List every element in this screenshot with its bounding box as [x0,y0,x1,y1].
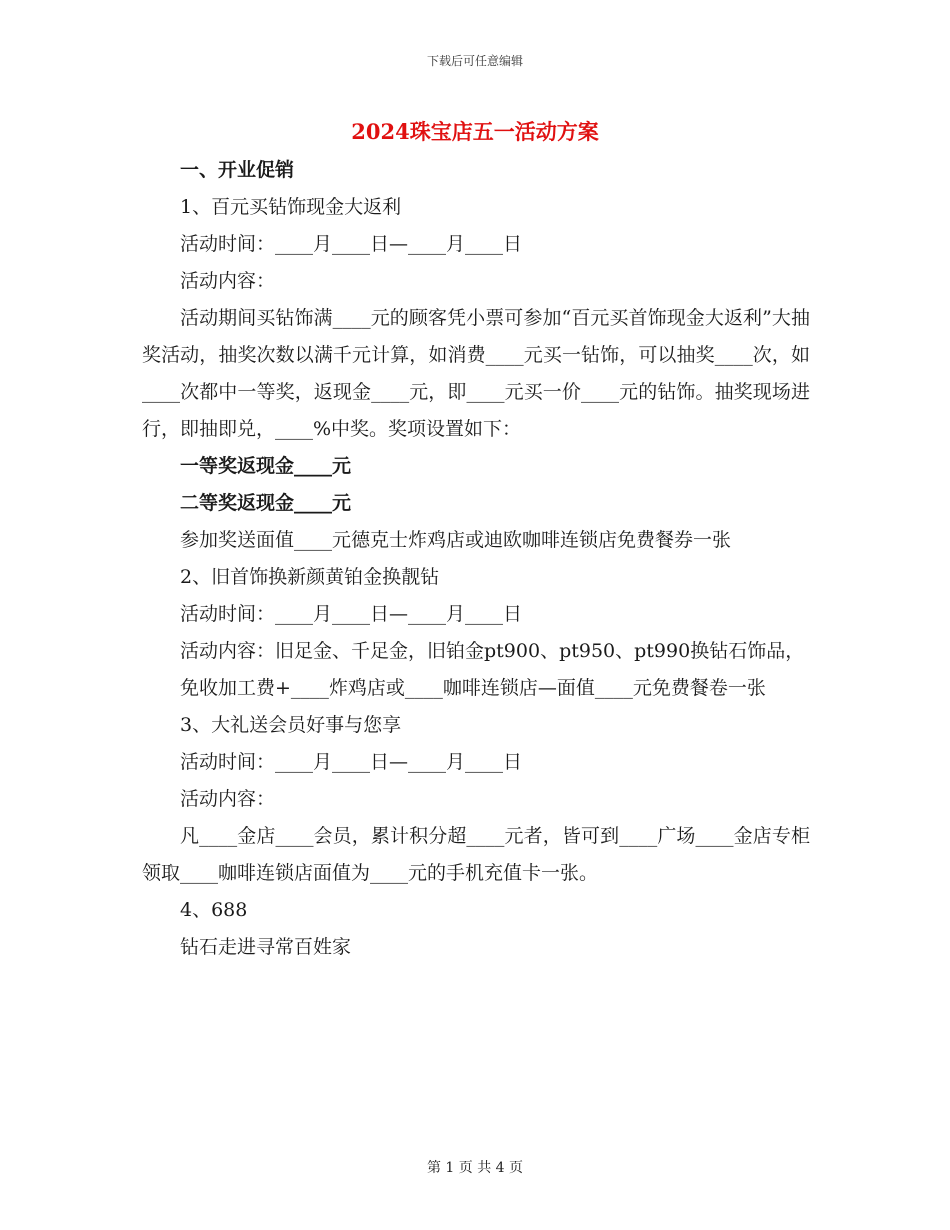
item-heading: 3、大礼送会员好事与您享 [180,714,402,736]
section-heading: 一、开业促销 [180,159,295,181]
paragraph: 凡____金店____会员，累计积分超____元者，皆可到____广场____金店专柜领取____咖啡连锁店面值为____元的手机充值卡一张。 [142,825,810,884]
page-number: 第 1 页 共 4 页 [426,1160,524,1176]
page-header-note: 下载后可任意编辑 [426,54,523,68]
item-heading: 1、百元买钻饰现金大返利 [180,196,402,218]
paragraph: 活动时间：____月____日—____月____日 [180,233,523,255]
prize-line: 一等奖返现金____元 [180,455,352,477]
paragraph: 活动期间买钻饰满____元的顾客凭小票可参加“百元买首饰现金大返利”大抽奖活动，抽奖次数以满千元计算，如消费____元买一钻饰，可以抽奖____次，如____次都中一等奖，返现金____元，即____元买一价____元的钻饰。抽奖现场进行，即抽即兑，____%中奖。奖项设置如下： [142,307,810,440]
paragraph: 钻石走进寻常百姓家 [180,936,352,958]
item-heading: 4、688 [180,899,248,921]
paragraph: 免收加工费+____炸鸡店或____咖啡连锁店—面值____元免费餐卷一张 [180,677,766,699]
paragraph: 活动时间：____月____日—____月____日 [180,603,523,625]
paragraph: 活动内容：旧足金、千足金，旧铂金pt900、pt950、pt990换钻石饰品， [180,640,805,662]
paragraph: 活动内容： [180,270,276,292]
paragraph: 活动内容： [180,788,276,810]
document-body [142,152,810,966]
item-heading: 2、旧首饰换新颜黄铂金换靓钻 [180,566,440,588]
document-title: 2024珠宝店五一活动方案 [351,119,599,144]
paragraph: 参加奖送面值____元德克士炸鸡店或迪欧咖啡连锁店免费餐券一张 [180,529,732,551]
prize-line: 二等奖返现金____元 [180,492,352,514]
paragraph: 活动时间：____月____日—____月____日 [180,751,523,773]
